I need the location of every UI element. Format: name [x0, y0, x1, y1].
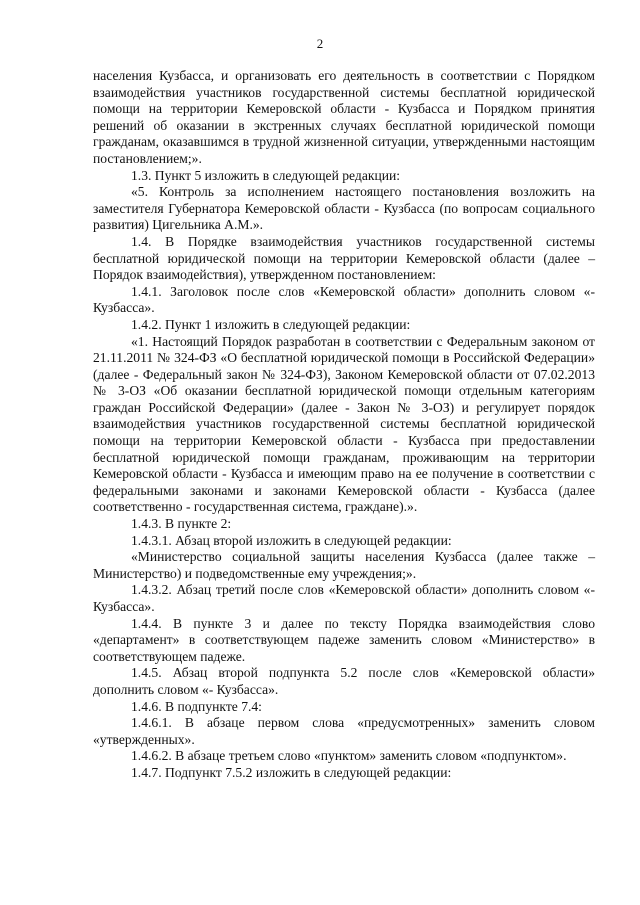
paragraph: 1.4.3.2. Абзац третий после слов «Кемеровской области» дополнить словом «- Кузбасса». [93, 582, 595, 614]
paragraph: «1. Настоящий Порядок разработан в соответствии с Федеральным законом от 21.11.2011 № 324-ФЗ «О бесплатной юридической помощи в Российской Федерации» (далее - Федеральный закон № 324-ФЗ), Законом Кемеровской области от 07.02.2013 № 3-ОЗ «Об оказании бесплатной юридической помощи отдельным категориям граждан Российской Федерации» (далее - Закон № 3-ОЗ) и регулирует порядок взаимодействия участников государственной системы бесплатной юридической помощи на территории Кемеровской области - Кузбасса при предоставлении бесплатной юридической помощи гражданам, проживающим на территории Кемеровской области - Кузбасса и имеющим право на ее получение в соответствии с федеральными законами и законами Кемеровской области - Кузбасса (далее соответственно - государственная система, граждане).». [93, 333, 595, 515]
paragraph: 1.4. В Порядке взаимодействия участников государственной системы бесплатной юридической помощи на территории Кемеровской области (далее – Порядок взаимодействия), утвержденном постановлением: [93, 233, 595, 283]
paragraph: 1.4.3. В пункте 2: [131, 516, 232, 532]
paragraph: 1.4.2. Пункт 1 изложить в следующей редакции: [131, 316, 411, 332]
paragraph: «5. Контроль за исполнением настоящего постановления возложить на заместителя Губернатора Кемеровской области - Кузбасса (по вопросам социального развития) Цигельника А.М.». [93, 184, 595, 233]
paragraph: 1.4.6.2. В абзаце третьем слово «пунктом» заменить словом «подпунктом». [131, 748, 567, 764]
paragraph: 1.3. Пункт 5 изложить в следующей редакции: [131, 167, 401, 183]
paragraph: 1.4.5. Абзац второй подпункта 5.2 после слов «Кемеровской области» дополнить словом «- Кузбасса». [93, 665, 595, 697]
paragraph: 1.4.4. В пункте 3 и далее по тексту Порядка взаимодействия слово «департамент» в соответствующем падеже заменить словом «Министерство» в соответствующем падеже. [93, 615, 595, 664]
paragraph: 1.4.6. В подпункте 7.4: [131, 698, 262, 714]
paragraph: 1.4.3.1. Абзац второй изложить в следующей редакции: [131, 532, 452, 548]
page-number: 2 [316, 36, 324, 51]
paragraph: «Министерство социальной защиты населения Кузбасса (далее также – Министерство) и подведомственные ему учреждения;». [93, 549, 595, 581]
paragraph: 1.4.7. Подпункт 7.5.2 изложить в следующей редакции: [131, 764, 452, 780]
document-body [93, 68, 595, 782]
paragraph: 1.4.6.1. В абзаце первом слова «предусмотренных» заменить словом «утвержденных». [93, 715, 595, 747]
paragraph: населения Кузбасса, и организовать его деятельность в соответствии с Порядком взаимодействия участников государственной системы бесплатной юридической помощи на территории Кемеровской области - Кузбасса и Порядком принятия решений об оказании в экстренных случаях бесплатной юридической помощи гражданам, оказавшимся в трудной жизненной ситуации, утвержденными настоящим постановлением;». [93, 68, 595, 166]
paragraph: 1.4.1. Заголовок после слов «Кемеровской области» дополнить словом «- Кузбасса». [93, 283, 595, 316]
